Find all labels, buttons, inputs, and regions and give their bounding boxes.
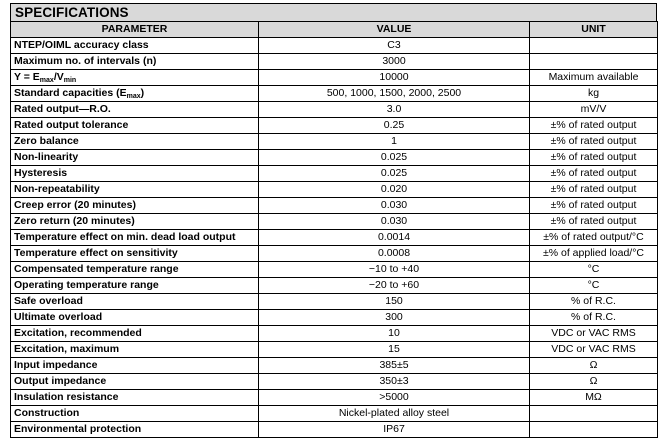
table-row (11, 230, 658, 246)
value-cell: 3000 (259, 54, 530, 70)
table-row (11, 182, 658, 198)
parameter-cell: Rated output—R.O. (11, 102, 259, 118)
table-row (11, 406, 658, 422)
unit-cell: ±% of rated output (530, 118, 658, 134)
parameter-cell: Rated output tolerance (11, 118, 259, 134)
unit-cell: ±% of rated output (530, 150, 658, 166)
parameter-cell: Creep error (20 minutes) (11, 198, 259, 214)
value-cell: >5000 (259, 390, 530, 406)
unit-cell: Maximum available (530, 70, 658, 86)
specifications-title: SPECIFICATIONS (10, 3, 657, 21)
value-cell: 0.025 (259, 150, 530, 166)
value-cell: 15 (259, 342, 530, 358)
unit-cell: ±% of rated output (530, 182, 658, 198)
table-row (11, 310, 658, 326)
table-row (11, 134, 658, 150)
header-row (11, 22, 658, 38)
table-row (11, 262, 658, 278)
table-row (11, 166, 658, 182)
table-row (11, 102, 658, 118)
value-cell: Nickel-plated alloy steel (259, 406, 530, 422)
value-cell: 0.25 (259, 118, 530, 134)
value-cell: 3.0 (259, 102, 530, 118)
value-cell: −20 to +60 (259, 278, 530, 294)
table-row (11, 198, 658, 214)
parameter-cell: Temperature effect on min. dead load output (11, 230, 259, 246)
unit-cell (530, 38, 658, 54)
value-cell: 150 (259, 294, 530, 310)
table-row (11, 278, 658, 294)
unit-cell: % of R.C. (530, 294, 658, 310)
parameter-cell: Input impedance (11, 358, 259, 374)
parameter-cell: Environmental protection (11, 422, 259, 438)
table-row (11, 342, 658, 358)
specifications-table (10, 21, 658, 438)
unit-cell (530, 406, 658, 422)
unit-cell: MΩ (530, 390, 658, 406)
parameter-cell: $Y = E_{max}/V_{min}$ (11, 70, 259, 86)
parameter-cell: Standard capacities $(E_{max})$ (11, 86, 259, 102)
unit-cell: ±% of rated output (530, 166, 658, 182)
parameter-cell: Excitation, maximum (11, 342, 259, 358)
parameter-cell: Construction (11, 406, 259, 422)
value-cell: 0.0008 (259, 246, 530, 262)
parameter-cell: Zero return (20 minutes) (11, 214, 259, 230)
value-cell: 0.020 (259, 182, 530, 198)
table-row (11, 214, 658, 230)
parameter-cell: Operating temperature range (11, 278, 259, 294)
value-cell: 10000 (259, 70, 530, 86)
header-parameter: PARAMETER (11, 22, 259, 38)
parameter-cell: Non-linearity (11, 150, 259, 166)
table-row (11, 294, 658, 310)
table-row (11, 326, 658, 342)
table-row (11, 38, 658, 54)
value-cell: 385±5 (259, 358, 530, 374)
value-cell: 10 (259, 326, 530, 342)
unit-cell: % of R.C. (530, 310, 658, 326)
parameter-cell: Non-repeatability (11, 182, 259, 198)
value-cell: 1 (259, 134, 530, 150)
parameter-cell: Excitation, recommended (11, 326, 259, 342)
table-row (11, 118, 658, 134)
parameter-cell: Compensated temperature range (11, 262, 259, 278)
table-row (11, 86, 658, 102)
unit-cell: ±% of rated output (530, 214, 658, 230)
value-cell: 0.025 (259, 166, 530, 182)
parameter-cell: Ultimate overload (11, 310, 259, 326)
unit-cell: mV/V (530, 102, 658, 118)
header-value: VALUE (259, 22, 530, 38)
value-cell: 0.030 (259, 198, 530, 214)
unit-cell: Ω (530, 374, 658, 390)
table-row (11, 246, 658, 262)
value-cell: 0.030 (259, 214, 530, 230)
unit-cell: ±% of rated output/°C (530, 230, 658, 246)
table-row (11, 150, 658, 166)
value-cell: 0.0014 (259, 230, 530, 246)
value-cell: 500, 1000, 1500, 2000, 2500 (259, 86, 530, 102)
value-cell: −10 to +40 (259, 262, 530, 278)
value-cell: 350±3 (259, 374, 530, 390)
parameter-cell: Maximum no. of intervals (n) (11, 54, 259, 70)
parameter-cell: Output impedance (11, 374, 259, 390)
table-row (11, 374, 658, 390)
parameter-cell: Zero balance (11, 134, 259, 150)
unit-cell: kg (530, 86, 658, 102)
parameter-cell: Hysteresis (11, 166, 259, 182)
unit-cell: ±% of rated output (530, 134, 658, 150)
unit-cell: ±% of applied load/°C (530, 246, 658, 262)
table-row (11, 422, 658, 438)
header-unit: UNIT (530, 22, 658, 38)
table-row (11, 70, 658, 86)
unit-cell (530, 422, 658, 438)
unit-cell: °C (530, 278, 658, 294)
value-cell: C3 (259, 38, 530, 54)
parameter-cell: Safe overload (11, 294, 259, 310)
unit-cell (530, 54, 658, 70)
specifications-body (11, 38, 658, 438)
table-row (11, 54, 658, 70)
unit-cell: ±% of rated output (530, 198, 658, 214)
value-cell: 300 (259, 310, 530, 326)
parameter-cell: Temperature effect on sensitivity (11, 246, 259, 262)
value-cell: IP67 (259, 422, 530, 438)
parameter-cell: Insulation resistance (11, 390, 259, 406)
unit-cell: °C (530, 262, 658, 278)
unit-cell: VDC or VAC RMS (530, 342, 658, 358)
unit-cell: VDC or VAC RMS (530, 326, 658, 342)
unit-cell: Ω (530, 358, 658, 374)
table-row (11, 358, 658, 374)
table-row (11, 390, 658, 406)
parameter-cell: NTEP/OIML accuracy class (11, 38, 259, 54)
